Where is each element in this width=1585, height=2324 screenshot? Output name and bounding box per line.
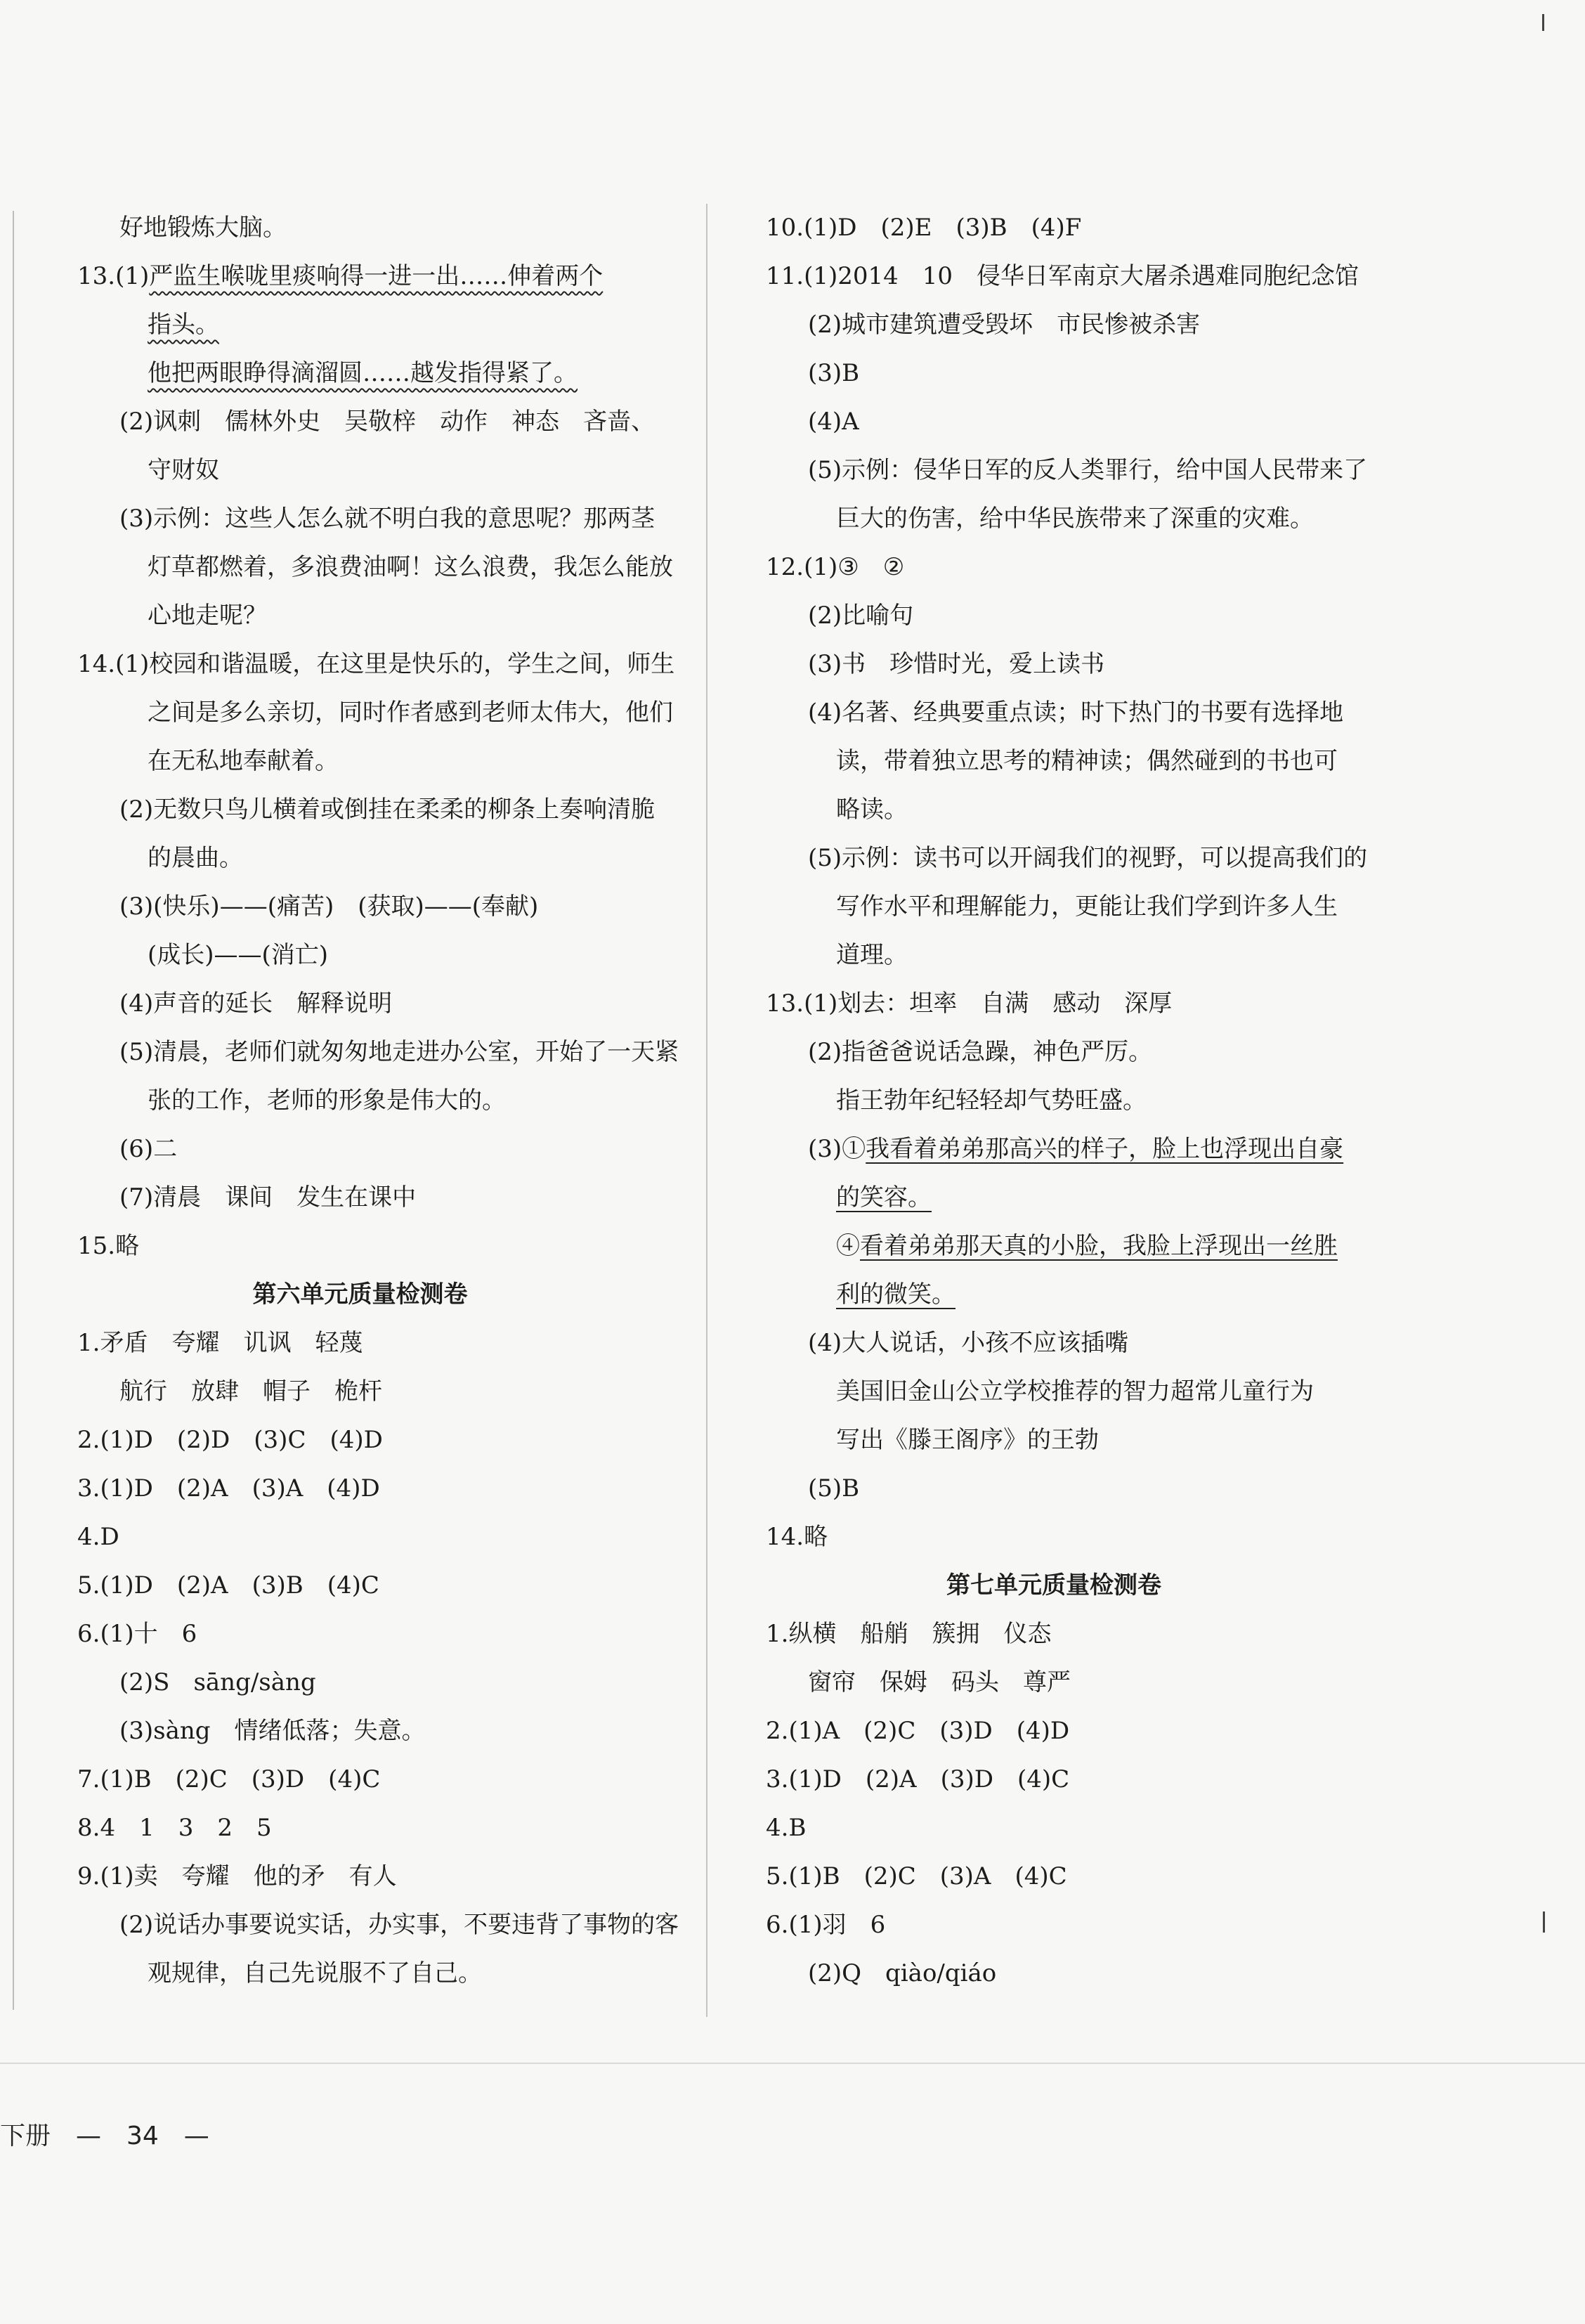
- underlined-answer: 的笑容。: [836, 1183, 932, 1212]
- answer-line: 14.(1)校园和谐温暖，在这里是快乐的，学生之间，师生: [77, 650, 675, 678]
- answer-line: (3)书 珍惜时光，爱上读书: [808, 650, 1105, 678]
- answer-line: 13.(1)划去：坦率 自满 感动 深厚: [766, 989, 1173, 1018]
- answer-line: 2.(1)A (2)C (3)D (4)D: [766, 1717, 1070, 1745]
- answer-line: 12.(1)③ ②: [766, 553, 905, 581]
- answer-line: (2)指爸爸说话急躁，神色严厉。: [808, 1038, 1153, 1066]
- underlined-answer: 严监生喉咙里痰响得一进一出……伸着两个: [149, 262, 604, 290]
- section-heading: 第六单元质量检测卷: [252, 1280, 468, 1309]
- answer-line: 之间是多么亲切，同时作者感到老师太伟大，他们: [148, 699, 673, 727]
- answer-line: 读，带着独立思考的精神读；偶然碰到的书也可: [836, 747, 1338, 775]
- answer-number: (3)①: [808, 1135, 866, 1163]
- scan-speck: [1542, 14, 1544, 31]
- answer-line: 11.(1)2014 10 侵华日军南京大屠杀遇难同胞纪念馆: [766, 262, 1359, 290]
- underlined-answer: 他把两眼睁得滴溜圆……越发指得紧了。: [148, 359, 578, 387]
- answer-line: (4)大人说话，小孩不应该插嘴: [808, 1329, 1129, 1357]
- answer-line: 8.4 1 3 2 5: [77, 1814, 272, 1842]
- answer-line: (7)清晨 课间 发生在课中: [119, 1183, 417, 1212]
- answer-line: 在无私地奉献着。: [148, 747, 339, 775]
- answer-line: 美国旧金山公立学校推荐的智力超常儿童行为: [836, 1377, 1314, 1406]
- answer-line: 心地走呢？: [148, 602, 267, 630]
- answer-line: 略读。: [836, 796, 908, 824]
- right-column: [731, 204, 1377, 1998]
- answer-line: 5.(1)B (2)C (3)A (4)C: [766, 1862, 1067, 1890]
- answer-line: 的晨曲。: [148, 844, 243, 872]
- answer-line: (3)B: [808, 359, 860, 387]
- answer-line: 4.B: [766, 1814, 807, 1842]
- answer-number: ④: [836, 1232, 860, 1260]
- answer-line: 窗帘 保姆 码头 尊严: [808, 1668, 1071, 1696]
- footer-rule: [0, 2063, 1585, 2064]
- answer-line: 航行 放肆 帽子 桅杆: [119, 1377, 382, 1406]
- left-column: [42, 204, 678, 1998]
- answer-line: (5)示例：读书可以开阔我们的视野，可以提高我们的: [808, 844, 1368, 872]
- answer-line: (5)清晨，老师们就匆匆地走进办公室，开始了一天紧: [119, 1038, 679, 1066]
- scan-speck: [1543, 1911, 1545, 1933]
- underlined-answer: 看着弟弟那天真的小脸，我脸上浮现出一丝胜: [860, 1232, 1338, 1260]
- answer-line: 灯草都燃着，多浪费油啊！这么浪费，我怎么能放: [148, 553, 673, 581]
- answer-line: (4)声音的延长 解释说明: [119, 989, 393, 1018]
- answer-line: [731, 1125, 1377, 1174]
- answer-line: (2)城市建筑遭受毁坏 市民惨被杀害: [808, 311, 1201, 339]
- answer-line: (3)sàng 情绪低落；失意。: [119, 1717, 426, 1745]
- answer-line: 守财奴: [148, 456, 219, 484]
- answer-line: (4)名著、经典要重点读；时下热门的书要有选择地: [808, 699, 1344, 727]
- answer-line: 道理。: [836, 941, 908, 969]
- answer-line: 9.(1)卖 夸耀 他的矛 有人: [77, 1862, 397, 1890]
- answer-line: 6.(1)羽 6: [766, 1911, 886, 1939]
- answer-line: 指王勃年纪轻轻却气势旺盛。: [836, 1086, 1147, 1115]
- underlined-answer: 指头。: [148, 311, 219, 339]
- answer-line: (2)S sāng/sàng: [119, 1668, 316, 1696]
- section-heading: 第七单元质量检测卷: [946, 1571, 1161, 1599]
- answer-line: [42, 349, 678, 398]
- answer-line: (3)(快乐)——(痛苦) (获取)——(奉献): [119, 892, 539, 921]
- answer-line: 写出《滕王阁序》的王勃: [836, 1426, 1099, 1454]
- answer-line: 写作水平和理解能力，更能让我们学到许多人生: [836, 892, 1338, 921]
- answer-line: (5)示例：侵华日军的反人类罪行，给中国人民带来了: [808, 456, 1368, 484]
- answer-line: [731, 1271, 1377, 1319]
- column-divider: [706, 204, 707, 2017]
- answer-line: [42, 301, 678, 349]
- answer-line: (2)讽刺 儒林外史 吴敬梓 动作 神态 吝啬、: [119, 408, 655, 436]
- answer-line: [731, 1174, 1377, 1222]
- page-footer: 下册 — 34 —: [0, 2122, 209, 2150]
- answer-line: 1.纵横 船艄 簇拥 仪态: [766, 1620, 1052, 1648]
- answer-line: (4)A: [808, 408, 859, 436]
- answer-line: (成长)——(消亡): [148, 941, 329, 969]
- answer-line: 15.略: [77, 1232, 140, 1260]
- answer-line: 14.略: [766, 1523, 828, 1551]
- answer-line: [42, 252, 678, 301]
- answer-line: 好地锻炼大脑。: [119, 214, 287, 242]
- underlined-answer: 利的微笑。: [836, 1280, 955, 1309]
- answer-line: 2.(1)D (2)D (3)C (4)D: [77, 1426, 383, 1454]
- answer-line: (2)说话办事要说实话，办实事，不要违背了事物的客: [119, 1911, 679, 1939]
- left-margin-line: [13, 211, 14, 2010]
- answer-line: 10.(1)D (2)E (3)B (4)F: [766, 214, 1082, 242]
- underlined-answer: 我看着弟弟那高兴的样子，脸上也浮现出自豪: [866, 1135, 1344, 1163]
- answer-line: 3.(1)D (2)A (3)D (4)C: [766, 1765, 1070, 1793]
- answer-line: (5)B: [808, 1474, 860, 1502]
- answer-line: 4.D: [77, 1523, 119, 1551]
- answer-line: 巨大的伤害，给中华民族带来了深重的灾难。: [836, 505, 1314, 533]
- answer-line: [731, 1222, 1377, 1271]
- answer-line: 张的工作，老师的形象是伟大的。: [148, 1086, 506, 1115]
- answer-line: 1.矛盾 夸耀 讥讽 轻蔑: [77, 1329, 363, 1357]
- answer-line: (2)Q qiào/qiáo: [808, 1959, 997, 1987]
- answer-number: 13.(1): [77, 262, 150, 290]
- answer-line: 5.(1)D (2)A (3)B (4)C: [77, 1571, 379, 1599]
- answer-line: 观规律，自己先说服不了自己。: [148, 1959, 482, 1987]
- answer-line: 3.(1)D (2)A (3)A (4)D: [77, 1474, 380, 1502]
- answer-line: (3)示例：这些人怎么就不明白我的意思呢？那两茎: [119, 505, 655, 533]
- answer-line: 6.(1)十 6: [77, 1620, 197, 1648]
- answer-line: 7.(1)B (2)C (3)D (4)C: [77, 1765, 381, 1793]
- answer-line: (6)二: [119, 1135, 178, 1163]
- answer-line: (2)比喻句: [808, 602, 914, 630]
- answer-line: (2)无数只鸟儿横着或倒挂在柔柔的柳条上奏响清脆: [119, 796, 655, 824]
